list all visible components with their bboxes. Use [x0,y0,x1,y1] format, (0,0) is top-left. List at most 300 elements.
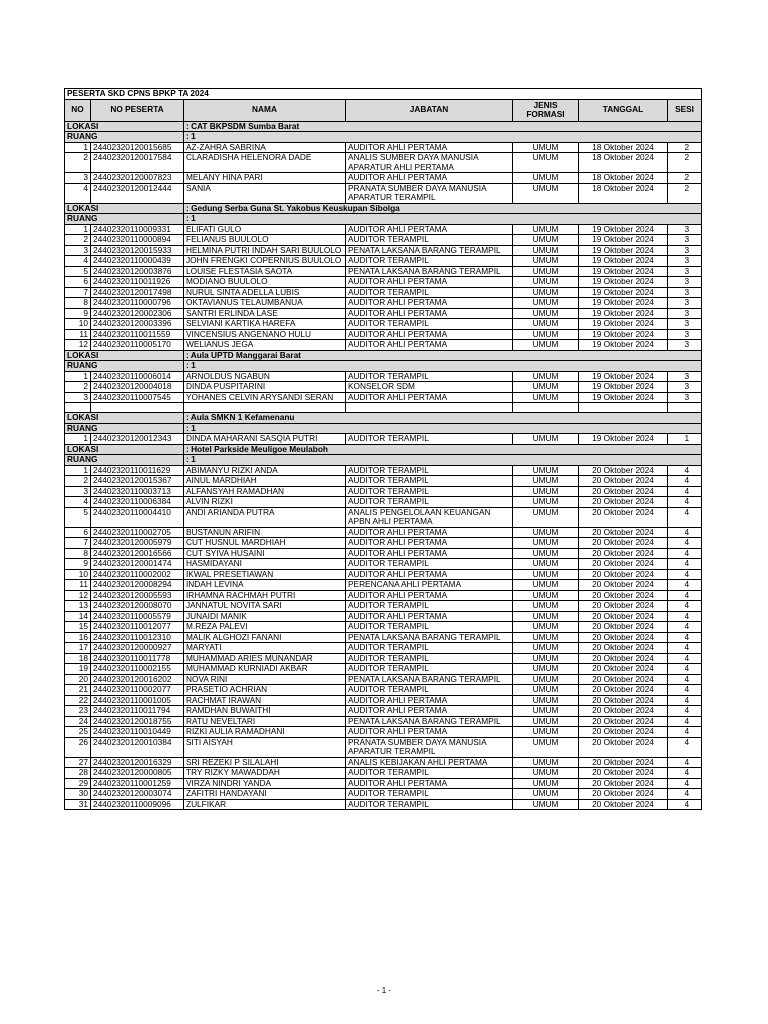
row-no-peserta: 24402320110011926 [91,277,184,288]
row-jabatan: AUDITOR AHLI PERTAMA [346,224,513,235]
row-tanggal: 20 Oktober 2024 [579,695,668,706]
table-row [65,632,702,643]
row-nama: CLARADISHA HELENORA DADE [184,153,346,173]
row-sesi: 4 [668,716,702,727]
spacer-cell [65,403,91,413]
row-jabatan: AUDITOR TERAMPIL [346,799,513,810]
row-nama: IKWAL PRESETIAWAN [184,569,346,580]
row-no-peserta: 24402320120003876 [91,266,184,277]
row-no-peserta: 24402320120008294 [91,580,184,591]
row-no: 23 [65,706,91,717]
row-tanggal: 20 Oktober 2024 [579,716,668,727]
row-no-peserta: 24402320120003396 [91,319,184,330]
row-jabatan: AUDITOR TERAMPIL [346,664,513,675]
row-no: 4 [65,256,91,267]
row-jenis-formasi: UMUM [513,778,579,789]
row-no-peserta: 24402320120016202 [91,674,184,685]
row-sesi: 3 [668,287,702,298]
row-jabatan: AUDITOR AHLI PERTAMA [346,778,513,789]
row-jenis-formasi: UMUM [513,695,579,706]
row-no-peserta: 24402320120016329 [91,757,184,768]
header-nama: NAMA [184,99,346,121]
row-no: 7 [65,538,91,549]
row-sesi: 4 [668,527,702,538]
table-row [65,153,702,173]
row-tanggal: 20 Oktober 2024 [579,643,668,654]
row-no-peserta: 24402320120007823 [91,173,184,184]
row-no: 11 [65,580,91,591]
row-jabatan: AUDITOR AHLI PERTAMA [346,590,513,601]
row-no: 1 [65,434,91,445]
row-nama: DINDA MAHARANI SASQIA PUTRI [184,434,346,445]
row-no-peserta: 24402320110000894 [91,235,184,246]
lokasi-value: : CAT BKPSDM Sumba Barat [184,121,702,132]
row-jenis-formasi: UMUM [513,569,579,580]
table-row [65,548,702,559]
row-sesi: 3 [668,329,702,340]
row-jabatan: AUDITOR TERAMPIL [346,601,513,612]
row-jabatan: AUDITOR AHLI PERTAMA [346,538,513,549]
row-tanggal: 20 Oktober 2024 [579,685,668,696]
row-no-peserta: 24402320120003074 [91,789,184,800]
row-sesi: 2 [668,153,702,173]
row-nama: BUSTANUN ARIFIN [184,527,346,538]
row-nama: JUNAIDI MANIK [184,611,346,622]
ruang-value: : 1 [184,132,702,143]
table-row [65,298,702,309]
table-row [65,224,702,235]
row-jenis-formasi: UMUM [513,548,579,559]
row-jenis-formasi: UMUM [513,256,579,267]
row-no-peserta: 24402320120000927 [91,643,184,654]
row-no: 3 [65,245,91,256]
row-tanggal: 20 Oktober 2024 [579,580,668,591]
row-jabatan: AUDITOR AHLI PERTAMA [346,569,513,580]
table-row [65,319,702,330]
row-nama: FELIANUS BUULOLO [184,235,346,246]
table-row [65,569,702,580]
row-no: 1 [65,224,91,235]
row-no-peserta: 24402320110005170 [91,340,184,351]
table-row [65,527,702,538]
row-no-peserta: 24402320110009331 [91,224,184,235]
table-row [65,476,702,487]
row-no: 6 [65,277,91,288]
table-row [65,706,702,717]
row-no: 9 [65,559,91,570]
row-no: 3 [65,486,91,497]
row-no-peserta: 24402320110002155 [91,664,184,675]
row-tanggal: 20 Oktober 2024 [579,507,668,527]
row-jabatan: AUDITOR TERAMPIL [346,256,513,267]
row-jabatan: AUDITOR AHLI PERTAMA [346,727,513,738]
row-sesi: 2 [668,173,702,184]
row-no: 22 [65,695,91,706]
spacer-cell [579,403,668,413]
row-sesi: 4 [668,601,702,612]
row-jenis-formasi: UMUM [513,497,579,508]
row-no: 11 [65,329,91,340]
lokasi-row [65,413,702,424]
row-nama: NURUL SINTA ADELLA LUBIS [184,287,346,298]
row-sesi: 4 [668,695,702,706]
row-no: 31 [65,799,91,810]
row-sesi: 4 [668,632,702,643]
header-sesi: SESI [668,99,702,121]
row-tanggal: 19 Oktober 2024 [579,308,668,319]
lokasi-value: : Gedung Serba Guna St. Yakobus Keuskupan Sibolga [184,203,702,214]
row-jenis-formasi: UMUM [513,559,579,570]
row-jenis-formasi: UMUM [513,287,579,298]
row-nama: MODIANO BUULOLO [184,277,346,288]
row-tanggal: 20 Oktober 2024 [579,664,668,675]
row-no-peserta: 24402320110003713 [91,486,184,497]
row-nama: CUT SYIVA HUSAINI [184,548,346,559]
row-no: 5 [65,507,91,527]
row-nama: SITI AISYAH [184,737,346,757]
row-sesi: 3 [668,277,702,288]
header-no-peserta: NO PESERTA [91,99,184,121]
table-row [65,695,702,706]
row-jenis-formasi: UMUM [513,340,579,351]
row-no: 2 [65,153,91,173]
row-sesi: 4 [668,789,702,800]
row-jabatan: PRANATA SUMBER DAYA MANUSIA APARATUR TERAMPIL [346,737,513,757]
row-jenis-formasi: UMUM [513,173,579,184]
row-jenis-formasi: UMUM [513,224,579,235]
row-sesi: 4 [668,507,702,527]
row-tanggal: 20 Oktober 2024 [579,476,668,487]
row-jenis-formasi: UMUM [513,235,579,246]
row-nama: TRY RIZKY MAWADDAH [184,768,346,779]
row-sesi: 4 [668,664,702,675]
row-tanggal: 20 Oktober 2024 [579,601,668,612]
table-row [65,674,702,685]
row-jenis-formasi: UMUM [513,183,579,203]
header-jenis-formasi: JENIS FORMASI [513,99,579,121]
spacer-cell [91,403,184,413]
row-tanggal: 20 Oktober 2024 [579,590,668,601]
table-row [65,778,702,789]
row-no: 8 [65,298,91,309]
row-no-peserta: 24402320110011559 [91,329,184,340]
row-jenis-formasi: UMUM [513,298,579,309]
row-jenis-formasi: UMUM [513,507,579,527]
row-sesi: 4 [668,559,702,570]
row-nama: IRHAMNA RACHMAH PUTRI [184,590,346,601]
table-row [65,235,702,246]
row-jenis-formasi: UMUM [513,392,579,403]
row-jabatan: PERENCANA AHLI PERTAMA [346,580,513,591]
row-no: 1 [65,465,91,476]
row-no: 13 [65,601,91,612]
row-no-peserta: 24402320110001259 [91,778,184,789]
row-jenis-formasi: UMUM [513,538,579,549]
row-tanggal: 19 Oktober 2024 [579,298,668,309]
table-row [65,789,702,800]
row-sesi: 4 [668,685,702,696]
row-no: 19 [65,664,91,675]
row-tanggal: 20 Oktober 2024 [579,727,668,738]
row-sesi: 3 [668,371,702,382]
row-jabatan: AUDITOR AHLI PERTAMA [346,142,513,153]
ruang-value: : 1 [184,361,702,372]
table-row [65,392,702,403]
row-nama: YOHANES CELVIN ARYSANDI SERAN [184,392,346,403]
row-nama: ZAFITRI HANDAYANI [184,789,346,800]
row-tanggal: 20 Oktober 2024 [579,559,668,570]
table-row [65,538,702,549]
row-nama: INDAH LEVINA [184,580,346,591]
row-sesi: 3 [668,392,702,403]
row-no-peserta: 24402320120017584 [91,153,184,173]
row-no: 7 [65,287,91,298]
spacer-cell [184,403,346,413]
row-no: 2 [65,476,91,487]
row-sesi: 2 [668,142,702,153]
row-jabatan: AUDITOR AHLI PERTAMA [346,548,513,559]
row-no-peserta: 24402320110002002 [91,569,184,580]
row-nama: RIZKI AULIA RAMADHANI [184,727,346,738]
row-no-peserta: 24402320110010449 [91,727,184,738]
lokasi-label: LOKASI [65,413,184,424]
row-tanggal: 19 Oktober 2024 [579,340,668,351]
row-jenis-formasi: UMUM [513,590,579,601]
row-no: 16 [65,632,91,643]
row-tanggal: 20 Oktober 2024 [579,778,668,789]
row-jabatan: ANALIS SUMBER DAYA MANUSIA APARATUR AHLI PERTAMA [346,153,513,173]
row-nama: ALFANSYAH RAMADHAN [184,486,346,497]
table-row [65,611,702,622]
row-no-peserta: 24402320110002077 [91,685,184,696]
row-jabatan: AUDITOR AHLI PERTAMA [346,340,513,351]
row-no: 9 [65,308,91,319]
row-jabatan: KONSELOR SDM [346,382,513,393]
row-sesi: 4 [668,706,702,717]
table-row [65,277,702,288]
row-no-peserta: 24402320120015933 [91,245,184,256]
row-jabatan: AUDITOR TERAMPIL [346,685,513,696]
row-jenis-formasi: UMUM [513,245,579,256]
lokasi-value: : Hotel Parkside Meuligoe Meulaboh [184,444,702,455]
row-sesi: 3 [668,224,702,235]
row-jenis-formasi: UMUM [513,142,579,153]
row-jabatan: ANALIS PENGELOLAAN KEUANGAN APBN AHLI PERTAMA [346,507,513,527]
row-nama: SRI REZEKI P SILALAHI [184,757,346,768]
row-no: 1 [65,142,91,153]
row-no: 5 [65,266,91,277]
row-jabatan: AUDITOR TERAMPIL [346,434,513,445]
row-jabatan: PENATA LAKSANA BARANG TERAMPIL [346,266,513,277]
row-sesi: 4 [668,611,702,622]
row-jabatan: PENATA LAKSANA BARANG TERAMPIL [346,716,513,727]
row-jabatan: AUDITOR TERAMPIL [346,287,513,298]
row-no-peserta: 24402320110011629 [91,465,184,476]
row-no-peserta: 24402320120016566 [91,548,184,559]
row-tanggal: 19 Oktober 2024 [579,382,668,393]
row-nama: OKTAVIANUS TELAUMBANUA [184,298,346,309]
row-tanggal: 20 Oktober 2024 [579,622,668,633]
row-jabatan: ANALIS KEBIJAKAN AHLI PERTAMA [346,757,513,768]
table-row [65,329,702,340]
page-number: - 1 - [376,986,392,995]
row-tanggal: 20 Oktober 2024 [579,548,668,559]
table-row [65,727,702,738]
row-nama: VIRZA NINDRI YANDA [184,778,346,789]
table-row [65,382,702,393]
row-nama: WELIANUS JEGA [184,340,346,351]
row-jabatan: AUDITOR TERAMPIL [346,371,513,382]
row-nama: M.REZA PALEVI [184,622,346,633]
row-jenis-formasi: UMUM [513,580,579,591]
row-sesi: 1 [668,434,702,445]
row-tanggal: 19 Oktober 2024 [579,434,668,445]
row-jenis-formasi: UMUM [513,434,579,445]
row-nama: HELMINA PUTRI INDAH SARI BUULOLO [184,245,346,256]
row-no: 24 [65,716,91,727]
row-jenis-formasi: UMUM [513,674,579,685]
row-jenis-formasi: UMUM [513,329,579,340]
table-row [65,371,702,382]
row-no-peserta: 24402320110007545 [91,392,184,403]
row-jenis-formasi: UMUM [513,465,579,476]
ruang-value: : 1 [184,423,702,434]
row-tanggal: 19 Oktober 2024 [579,287,668,298]
row-nama: ALVIN RIZKI [184,497,346,508]
row-jabatan: AUDITOR TERAMPIL [346,789,513,800]
row-no-peserta: 24402320120005593 [91,590,184,601]
row-nama: MARYATI [184,643,346,654]
row-jabatan: AUDITOR TERAMPIL [346,653,513,664]
row-jenis-formasi: UMUM [513,486,579,497]
row-nama: RACHMAT IRAWAN [184,695,346,706]
ruang-row [65,361,702,372]
row-nama: MUHAMMAD KURNIADI AKBAR [184,664,346,675]
table-row [65,685,702,696]
row-sesi: 4 [668,757,702,768]
row-tanggal: 20 Oktober 2024 [579,486,668,497]
row-sesi: 4 [668,768,702,779]
row-no-peserta: 24402320120018755 [91,716,184,727]
row-tanggal: 18 Oktober 2024 [579,153,668,173]
row-tanggal: 19 Oktober 2024 [579,235,668,246]
row-sesi: 4 [668,799,702,810]
row-jenis-formasi: UMUM [513,153,579,173]
row-jabatan: AUDITOR TERAMPIL [346,622,513,633]
row-jabatan: AUDITOR AHLI PERTAMA [346,527,513,538]
header-tanggal: TANGGAL [579,99,668,121]
row-no: 2 [65,235,91,246]
row-jabatan: AUDITOR TERAMPIL [346,319,513,330]
table-row [65,799,702,810]
row-jabatan: AUDITOR AHLI PERTAMA [346,298,513,309]
row-no: 27 [65,757,91,768]
row-jenis-formasi: UMUM [513,643,579,654]
row-tanggal: 20 Oktober 2024 [579,527,668,538]
table-row [65,308,702,319]
row-nama: AZ-ZAHRA SABRINA [184,142,346,153]
table-row [65,590,702,601]
row-tanggal: 20 Oktober 2024 [579,653,668,664]
row-jenis-formasi: UMUM [513,632,579,643]
row-jabatan: AUDITOR AHLI PERTAMA [346,611,513,622]
header-jabatan: JABATAN [346,99,513,121]
row-sesi: 2 [668,183,702,203]
row-nama: MELANY HINA PARI [184,173,346,184]
row-no: 15 [65,622,91,633]
row-nama: HASMIDAYANI [184,559,346,570]
row-tanggal: 18 Oktober 2024 [579,142,668,153]
row-nama: VINCENSIUS ANGENANO HULU [184,329,346,340]
row-no-peserta: 24402320110000439 [91,256,184,267]
row-tanggal: 19 Oktober 2024 [579,256,668,267]
row-tanggal: 18 Oktober 2024 [579,183,668,203]
row-no-peserta: 24402320120015367 [91,476,184,487]
row-jabatan: AUDITOR AHLI PERTAMA [346,695,513,706]
table-row [65,266,702,277]
row-tanggal: 20 Oktober 2024 [579,757,668,768]
row-sesi: 4 [668,569,702,580]
row-sesi: 4 [668,674,702,685]
row-jenis-formasi: UMUM [513,611,579,622]
row-no-peserta: 24402320120001474 [91,559,184,570]
row-jenis-formasi: UMUM [513,757,579,768]
row-jenis-formasi: UMUM [513,685,579,696]
row-sesi: 3 [668,308,702,319]
table-row [65,653,702,664]
row-sesi: 3 [668,340,702,351]
row-no-peserta: 24402320120012343 [91,434,184,445]
row-no-peserta: 24402320110009096 [91,799,184,810]
row-tanggal: 19 Oktober 2024 [579,266,668,277]
participants-table [64,88,702,810]
row-no-peserta: 24402320120015685 [91,142,184,153]
row-no: 28 [65,768,91,779]
table-row [65,559,702,570]
row-sesi: 4 [668,486,702,497]
row-tanggal: 19 Oktober 2024 [579,319,668,330]
row-sesi: 3 [668,245,702,256]
row-jenis-formasi: UMUM [513,789,579,800]
table-row [65,507,702,527]
row-no-peserta: 24402320110006384 [91,497,184,508]
row-tanggal: 20 Oktober 2024 [579,538,668,549]
row-jenis-formasi: UMUM [513,527,579,538]
row-sesi: 3 [668,298,702,309]
row-no: 12 [65,590,91,601]
row-no-peserta: 24402320110000796 [91,298,184,309]
spacer-row [65,403,702,413]
row-jenis-formasi: UMUM [513,319,579,330]
row-no: 20 [65,674,91,685]
row-sesi: 4 [668,653,702,664]
row-jenis-formasi: UMUM [513,653,579,664]
table-row [65,601,702,612]
row-jabatan: AUDITOR AHLI PERTAMA [346,329,513,340]
row-no-peserta: 24402320120000805 [91,768,184,779]
ruang-value: : 1 [184,214,702,225]
row-jabatan: AUDITOR TERAMPIL [346,235,513,246]
row-nama: AINUL MARDHIAH [184,476,346,487]
row-nama: PRASETIO ACHRIAN [184,685,346,696]
ruang-label: RUANG [65,214,184,225]
row-sesi: 4 [668,727,702,738]
ruang-label: RUANG [65,361,184,372]
row-nama: RAMDHAN BUWAITHI [184,706,346,717]
row-no: 2 [65,382,91,393]
row-jenis-formasi: UMUM [513,266,579,277]
table-row [65,737,702,757]
